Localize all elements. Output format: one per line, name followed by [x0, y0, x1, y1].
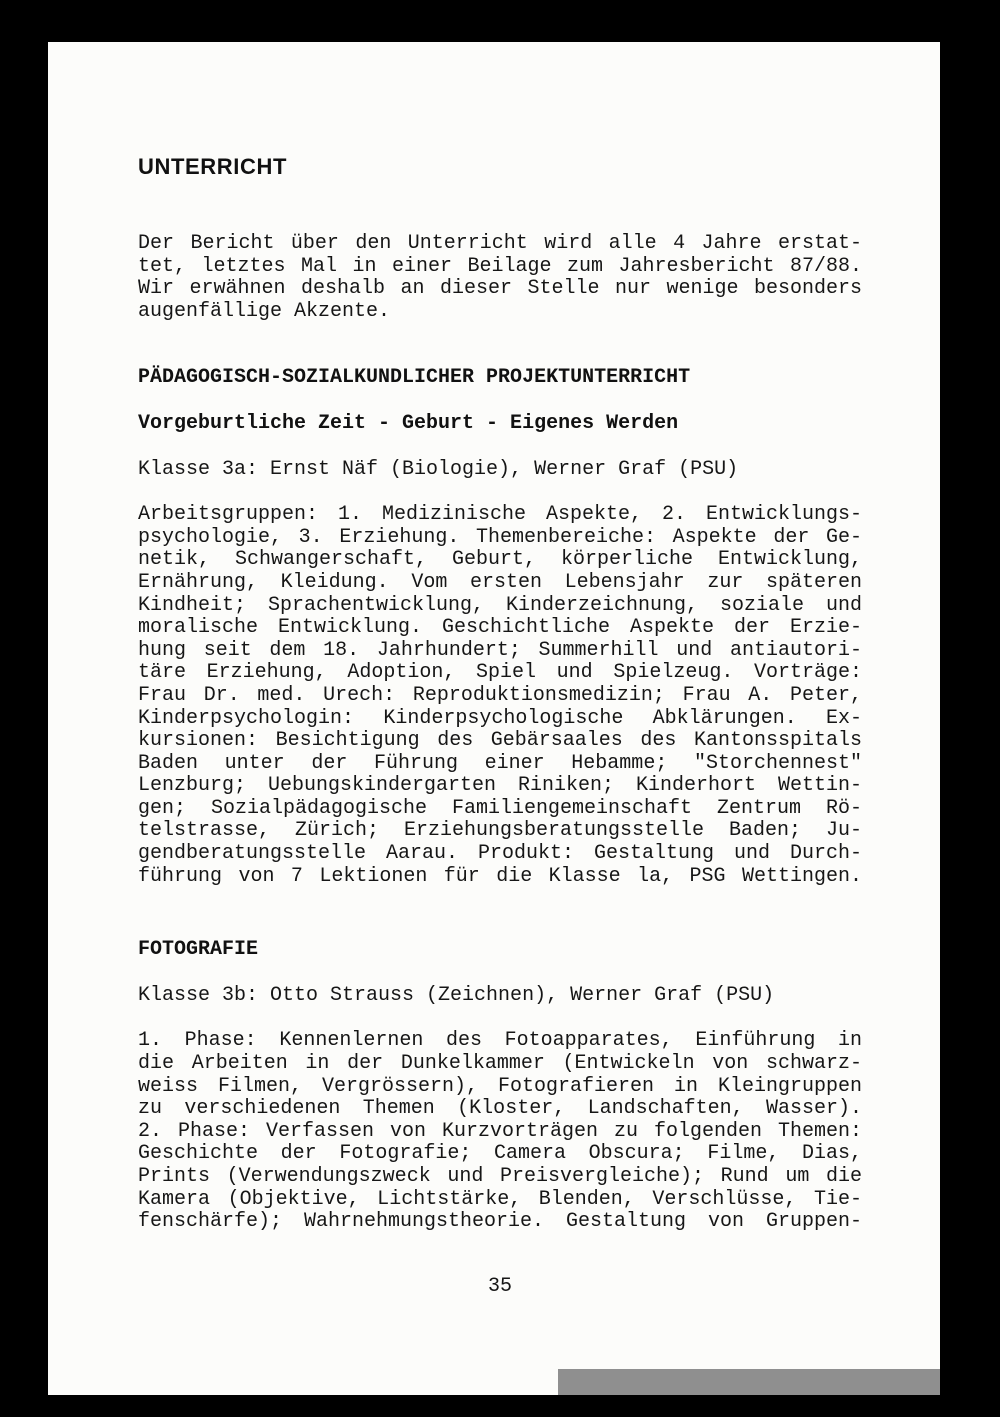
text-line: Kindheit; Sprachentwicklung, Kinderzeichnung, soziale und: [138, 593, 862, 617]
text-line: Arbeitsgruppen: 1. Medizinische Aspekte, 2. Entwicklungs-: [138, 503, 862, 527]
section-heading-projektunterricht: PÄDAGOGISCH-SOZIALKUNDLICHER PROJEKTUNTERRICHT: [138, 366, 691, 390]
klasse-3b-line: Klasse 3b: Otto Strauss (Zeichnen), Werner Graf (PSU): [138, 983, 775, 1007]
fotografie-paragraph: [138, 1030, 862, 1233]
page-title: UNTERRICHT: [138, 154, 287, 179]
text-line: Kinderpsychologin: Kinderpsychologische Abklärungen. Ex-: [138, 706, 862, 730]
text-line: Kamera (Objektive, Lichtstärke, Blenden, Verschlüsse, Tie-: [138, 1187, 862, 1211]
text-line: Frau Dr. med. Urech: Reproduktionsmedizin; Frau A. Peter,: [138, 683, 862, 707]
text-line: Prints (Verwendungszweck und Preisvergleiche); Rund um die: [138, 1165, 862, 1188]
section-subheading-vorgeburtliche-zeit: Vorgeburtliche Zeit - Geburt - Eigenes Werden: [138, 411, 679, 435]
page-number: 35: [487, 1274, 512, 1298]
text-line: tet, letztes Mal in einer Beilage zum Jahresbericht 87/88.: [138, 254, 862, 278]
page-content: [48, 42, 862, 1298]
text-line: gendberatungsstelle Aarau. Produkt: Gestaltung und Durch-: [138, 842, 862, 866]
text-line: psychologie, 3. Erziehung. Themenbereiche: Aspekte der Ge-: [138, 525, 862, 549]
text-line: weiss Filmen, Vergrössern), Fotografieren in Kleingruppen: [138, 1074, 862, 1098]
text-line: augenfällige Akzente.: [138, 299, 391, 323]
text-line: Geschichte der Fotografie; Camera Obscura; Filme, Dias,: [138, 1142, 862, 1166]
text-line: Ernährung, Kleidung. Vom ersten Lebensjahr zur späteren: [138, 570, 862, 594]
text-line: Baden unter der Führung einer Hebamme; "Storchennest": [138, 751, 862, 775]
text-line: führung von 7 Lektionen für die Klasse la, PSG Wettingen.: [138, 864, 862, 888]
text-line: 1. Phase: Kennenlernen des Fotoapparates, Einführung in: [138, 1029, 862, 1053]
projekt-paragraph: [138, 504, 862, 888]
text-line: Lenzburg; Uebungskindergarten Riniken; Kinderhort Wettin-: [138, 774, 862, 798]
text-line: täre Erziehung, Adoption, Spiel und Spielzeug. Vorträge:: [138, 661, 862, 685]
scan-shadow: [558, 1369, 940, 1395]
text-line: telstrasse, Zürich; Erziehungsberatungsstelle Baden; Ju-: [138, 819, 862, 843]
text-line: kursionen: Besichtigung des Gebärsaales des Kantonsspitals: [138, 729, 862, 753]
intro-paragraph: [138, 233, 862, 323]
text-line: fenschärfe); Wahrnehmungstheorie. Gestaltung von Gruppen-: [138, 1210, 862, 1234]
text-line: netik, Schwangerschaft, Geburt, körperliche Entwicklung,: [138, 548, 862, 572]
text-line: die Arbeiten in der Dunkelkammer (Entwickeln von schwarz-: [138, 1052, 862, 1076]
document-page: [48, 42, 940, 1395]
klasse-3a-line: Klasse 3a: Ernst Näf (Biologie), Werner Graf (PSU): [138, 457, 739, 481]
text-line: Der Bericht über den Unterricht wird alle 4 Jahre erstat-: [138, 232, 862, 255]
text-line: gen; Sozialpädagogische Familiengemeinschaft Zentrum Rö-: [138, 796, 862, 820]
text-line: 2. Phase: Verfassen von Kurzvorträgen zu folgenden Themen:: [138, 1119, 862, 1143]
text-line: hung seit dem 18. Jahrhundert; Summerhill und antiautori-: [138, 638, 862, 662]
text-line: Wir erwähnen deshalb an dieser Stelle nur wenige besonders: [138, 277, 862, 301]
section-heading-fotografie: FOTOGRAFIE: [138, 938, 259, 962]
text-line: moralische Entwicklung. Geschichtliche Aspekte der Erzie-: [138, 616, 862, 640]
text-line: zu verschiedenen Themen (Kloster, Landschaften, Wasser).: [138, 1097, 862, 1121]
